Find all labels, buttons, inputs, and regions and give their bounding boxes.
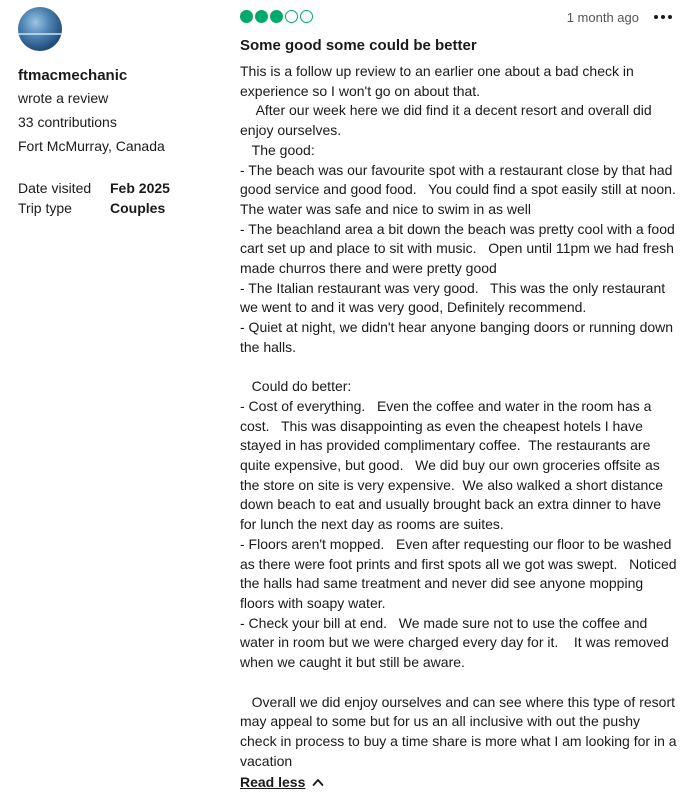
review-paragraph: - Cost of everything. Even the coffee and water in the room has a cost. This was disappointing as even the cheapest hotels I have stayed in has provided complimentary coffee. The restaurants are quite expensive, but good. We did buy our own groceries offsite as the store on site is very expensive. We also walked a short distance down beach to eat and usually brought back an extra dinner to have for lunch the next day as rooms are suites. [240,397,667,533]
review-paragraph: - The beach was our favourite spot with a restaurant close by that had good service and good food. You could find a spot easily still at noon. The water was safe and nice to swim in as well [240,161,688,217]
date-visited-value: Feb 2025 [110,180,170,196]
avatar[interactable] [18,7,62,51]
review-body [240,62,688,771]
rating-bubble-filled [270,10,283,23]
review-paragraph: - Check your bill at end. We made sure not to use the coffee and water in room but we were charged every day for it. It was removed when we caught it but still be aware. [240,614,673,671]
review-panel [240,8,688,792]
chevron-up-icon [312,777,324,787]
rating-bubble-filled [255,10,268,23]
review-title: Some good some could be better [240,37,477,54]
reviewer-panel [18,7,218,218]
rating-bubbles [240,10,315,23]
read-less-label: Read less [240,774,306,791]
read-less-button[interactable] [240,772,324,792]
review-paragraph: This is a follow up review to an earlier one about a bad check in experience so I won't go on about that. [240,63,638,99]
more-options-icon[interactable] [654,8,672,26]
review-paragraph: After our week here we did find it a decent resort and overall did enjoy ourselves. [240,102,656,139]
review-paragraph: - Quiet at night, we didn't hear anyone banging doors or running down the halls. [240,319,677,355]
rating-bubble-empty [300,10,313,23]
trip-type-row [18,198,218,218]
trip-type-label: Trip type [18,200,72,216]
rating-bubble-empty [285,10,298,23]
review-paragraph: The good: [240,141,315,158]
review-time-ago: 1 month ago [566,10,639,25]
date-visited-label: Date visited [18,180,92,196]
rating-bubble-filled [240,10,253,23]
review-paragraph: - The Italian restaurant was very good. This was the only restaurant we went to and it was very good, Definitely recommend. [240,279,670,316]
review-paragraph [240,673,680,693]
review-header [240,8,680,28]
contributions-count: 33 contributions [18,114,117,130]
trip-info [18,178,218,218]
reviewer-username[interactable]: ftmacmechanic [18,67,128,84]
review-paragraph: - Floors aren't mopped. Even after requesting our floor to be washed as there were foot prints and first spots all we got was swept. Noticed the halls had same treatment and never did see anyone mopping floors with soapy water. [240,535,681,611]
review-paragraph: - The beachland area a bit down the beach was pretty cool with a food cart set up and place to sit with music. Open until 11pm we had fresh made churros there and were pretty good [240,220,679,277]
review-paragraph: Could do better: [240,378,352,395]
review-action-text: wrote a review [18,90,109,106]
reviewer-location: Fort McMurray, Canada [18,138,165,154]
trip-type-value: Couples [110,200,166,216]
date-visited-row [18,178,218,198]
review-paragraph: Overall we did enjoy ourselves and can see where this type of resort may appeal to some but for us an all inclusive with out the pushy check in process to buy a time share is more what I am looking for in a vacation [240,693,681,769]
review-paragraph [240,358,680,378]
